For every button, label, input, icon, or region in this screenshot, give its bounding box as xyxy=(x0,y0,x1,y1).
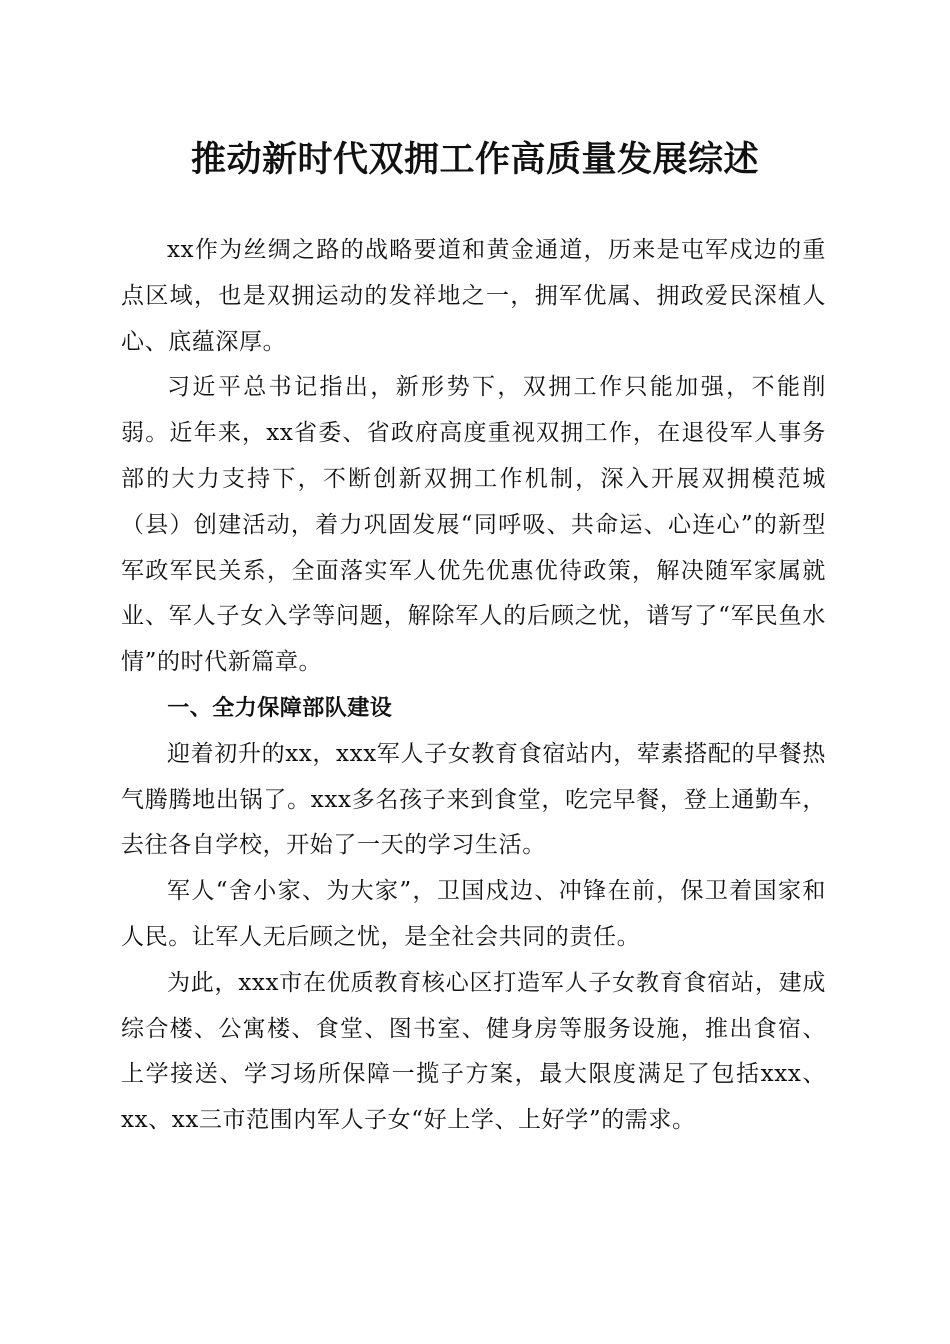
document-body xyxy=(121,228,826,1144)
paragraph-responsibility: 军人“舍小家、为大家”，卫国戍边、冲锋在前，保卫着国家和人民。让军人无后顾之忧，是全社会共同的责任。 xyxy=(121,878,826,950)
paragraph-education-station: 为此，xxx市在优质教育核心区打造军人子女教育食宿站，建成综合楼、公寓楼、食堂、图书室、健身房等服务设施，推出食宿、上学接送、学习场所保障一揽子方案，最大限度满足了包括xxx、xx、xx三市范围内军人子女“好上学、上好学”的需求。 xyxy=(121,969,826,1134)
paragraph-breakfast: 迎着初升的xx，xxx军人子女教育食宿站内，荤素搭配的早餐热气腾腾地出锅了。xxx多名孩子来到食堂，吃完早餐，登上通勤车，去往各自学校，开始了一天的学习生活。 xyxy=(121,740,826,859)
section-heading-1: 一、全力保障部队建设 xyxy=(167,695,393,721)
document-title: 推动新时代双拥工作高质量发展综述 xyxy=(190,139,759,180)
paragraph-intro: xx作为丝绸之路的战略要道和黄金通道，历来是屯军戍边的重点区域，也是双拥运动的发祥地之一，拥军优属、拥政爱民深植人心、底蕴深厚。 xyxy=(121,237,826,355)
paragraph-background: 习近平总书记指出，新形势下，双拥工作只能加强，不能削弱。近年来，xx省委、省政府高度重视双拥工作，在退役军人事务部的大力支持下，不断创新双拥工作机制，深入开展双拥模范城（县）创建活动，着力巩固发展“同呼吸、共命运、心连心”的新型军政军民关系，全面落实军人优先优惠优待政策，解决随军家属就业、军人子女入学等问题，解除军人的后顾之忧，谱写了“军民鱼水情”的时代新篇章。 xyxy=(121,374,826,676)
